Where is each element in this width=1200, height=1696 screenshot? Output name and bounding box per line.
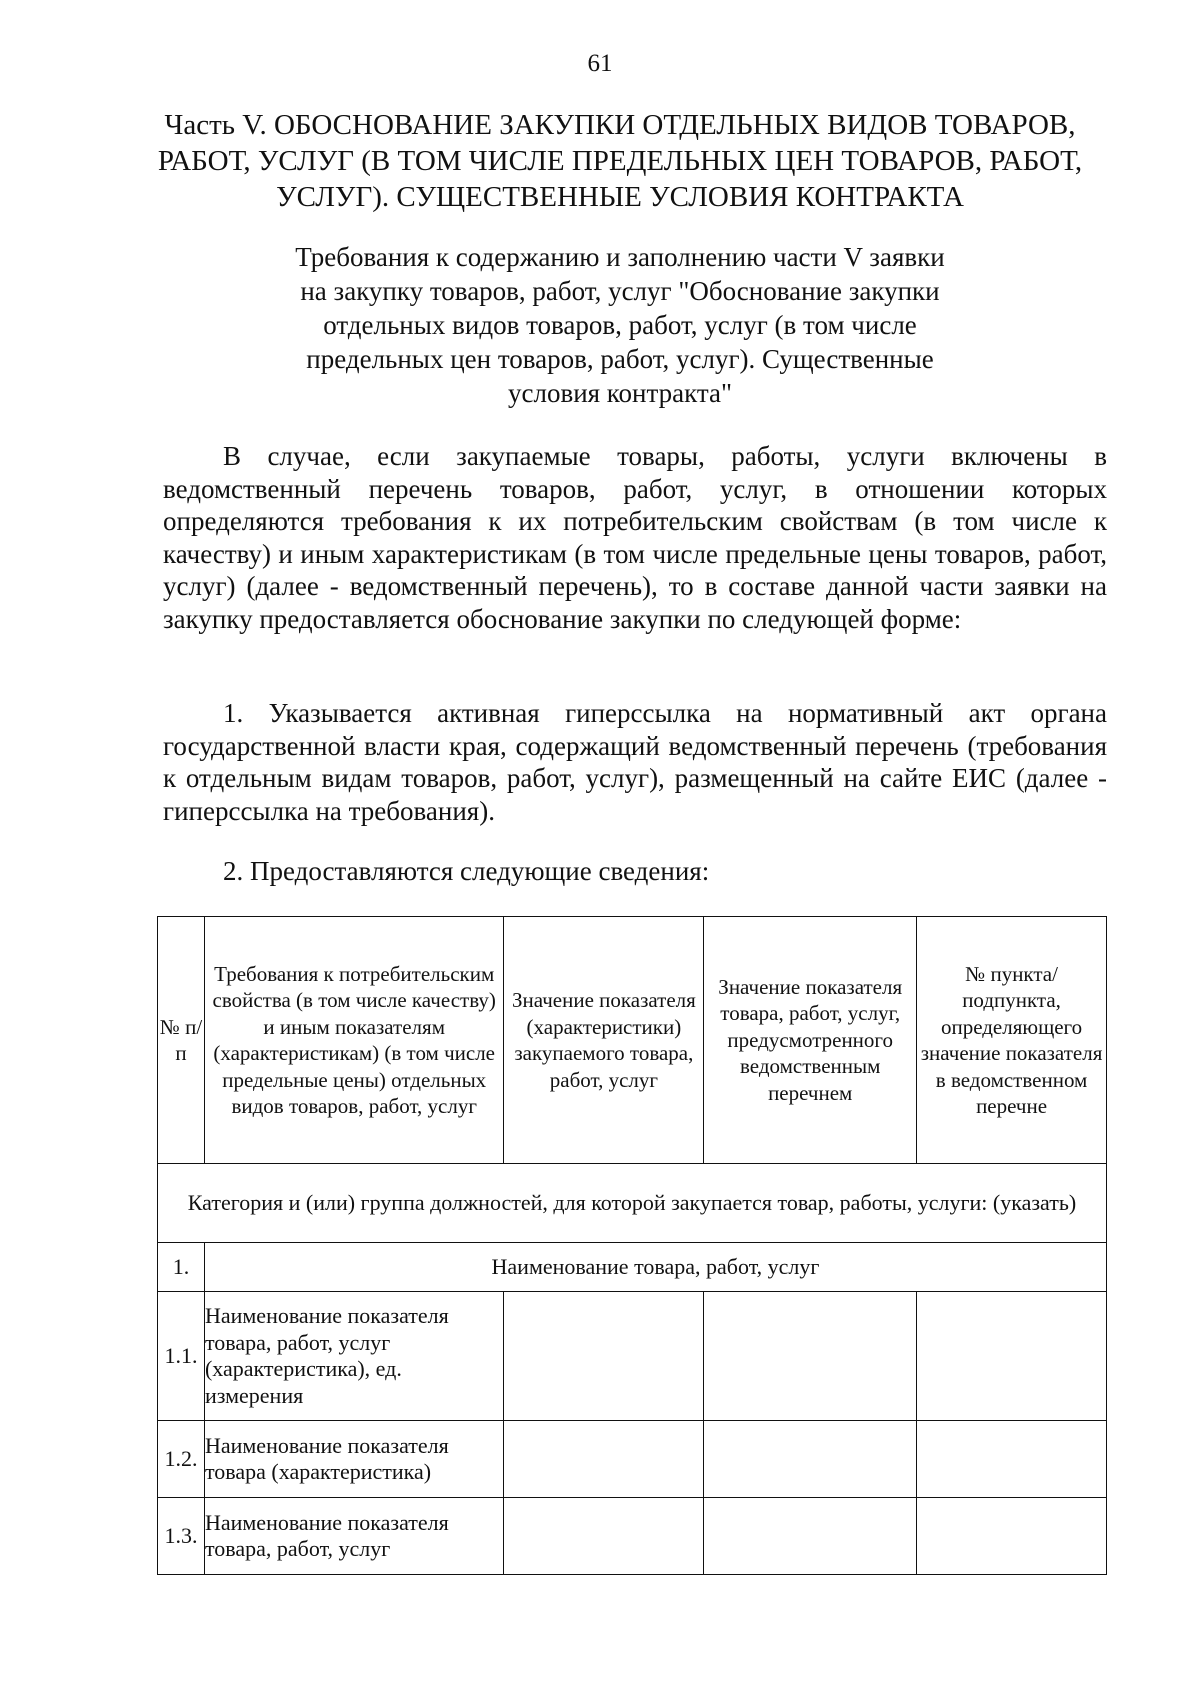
header-reference-value: Значение показателя товара, работ, услуг, предусмотренного ведомственным перечнем <box>704 917 917 1164</box>
requirements-heading <box>240 240 1000 410</box>
header-number: № п/п <box>158 917 205 1164</box>
empty-reference-cell <box>704 1292 917 1421</box>
empty-clause-cell <box>917 1498 1107 1575</box>
justification-table <box>157 916 1107 1575</box>
table-row <box>158 1421 1107 1498</box>
empty-value-cell <box>504 1498 704 1575</box>
section-title <box>150 107 1090 215</box>
indicator-name-cell: Наименование показателя товара, работ, услуг (характеристика), ед. измерения <box>204 1292 504 1421</box>
body-paragraph-departmental-list: В случае, если закупаемые товары, работы, услуги включены в ведомственный перечень товаров, работ, услуг, в отношении которых определяются требования к их потребительским свойствам (в том числе к качеству) и иным характеристикам (в том числе предельные цены товаров, работ, услуг) (далее - ведомственный перечень), то в составе данной части заявки на закупку предоставляется обоснование закупки по следующей форме: <box>163 441 1107 634</box>
table-category-row <box>158 1164 1107 1243</box>
empty-clause-cell <box>917 1292 1107 1421</box>
body-paragraph-info: 2. Предоставляются следующие сведения: <box>223 856 710 886</box>
requirements-heading-line: отдельных видов товаров, работ, услуг (в том числе <box>323 310 917 340</box>
row-number: 1.1. <box>158 1292 205 1421</box>
body-paragraph-hyperlink: 1. Указывается активная гиперссылка на нормативный акт органа государственной власти края, содержащий ведомственный перечень (требования к отдельным видам товаров, работ, услуг), размещенный на сайте ЕИС (далее - гиперссылка на требования). <box>163 698 1107 826</box>
indicator-name-cell: Наименование показателя товара (характеристика) <box>204 1421 504 1498</box>
section-title-line: РАБОТ, УСЛУГ (В ТОМ ЧИСЛЕ ПРЕДЕЛЬНЫХ ЦЕН ТОВАРОВ, РАБОТ, <box>157 145 1083 177</box>
goods-name-cell: Наименование товара, работ, услуг <box>204 1243 1106 1292</box>
requirements-heading-line: предельных цен товаров, работ, услуг). Существенные <box>306 344 934 374</box>
empty-value-cell <box>504 1292 704 1421</box>
empty-reference-cell <box>704 1421 917 1498</box>
requirements-heading-line: условия контракта" <box>507 378 733 408</box>
page-number: 61 <box>587 50 613 77</box>
header-value: Значение показателя (характеристики) закупаемого товара, работ, услуг <box>504 917 704 1164</box>
indicator-name-cell: Наименование показателя товара, работ, услуг <box>204 1498 504 1575</box>
category-cell: Категория и (или) группа должностей, для которой закупается товар, работы, услуги: (указать) <box>158 1164 1107 1243</box>
section-title-line: Часть V. ОБОСНОВАНИЕ ЗАКУПКИ ОТДЕЛЬНЫХ ВИДОВ ТОВАРОВ, <box>164 109 1076 141</box>
empty-clause-cell <box>917 1421 1107 1498</box>
requirements-heading-line: на закупку товаров, работ, услуг "Обоснование закупки <box>300 276 940 306</box>
row-number: 1.2. <box>158 1421 205 1498</box>
row-number: 1.3. <box>158 1498 205 1575</box>
table-header-row <box>158 917 1107 1164</box>
header-clause: № пункта/ подпункта, определяющего значение показателя в ведомственном перечне <box>917 917 1107 1164</box>
table-row <box>158 1498 1107 1575</box>
header-requirements: Требования к потребительским свойства (в том числе качеству) и иным показателям (характеристикам) (в том числе предельные цены) отдельных видов товаров, работ, услуг <box>204 917 504 1164</box>
section-title-line: УСЛУГ). СУЩЕСТВЕННЫЕ УСЛОВИЯ КОНТРАКТА <box>276 181 964 213</box>
empty-reference-cell <box>704 1498 917 1575</box>
table-name-row <box>158 1243 1107 1292</box>
empty-value-cell <box>504 1421 704 1498</box>
requirements-heading-line: Требования к содержанию и заполнению части V заявки <box>295 242 945 272</box>
table-row <box>158 1292 1107 1421</box>
row-number: 1. <box>158 1243 205 1292</box>
